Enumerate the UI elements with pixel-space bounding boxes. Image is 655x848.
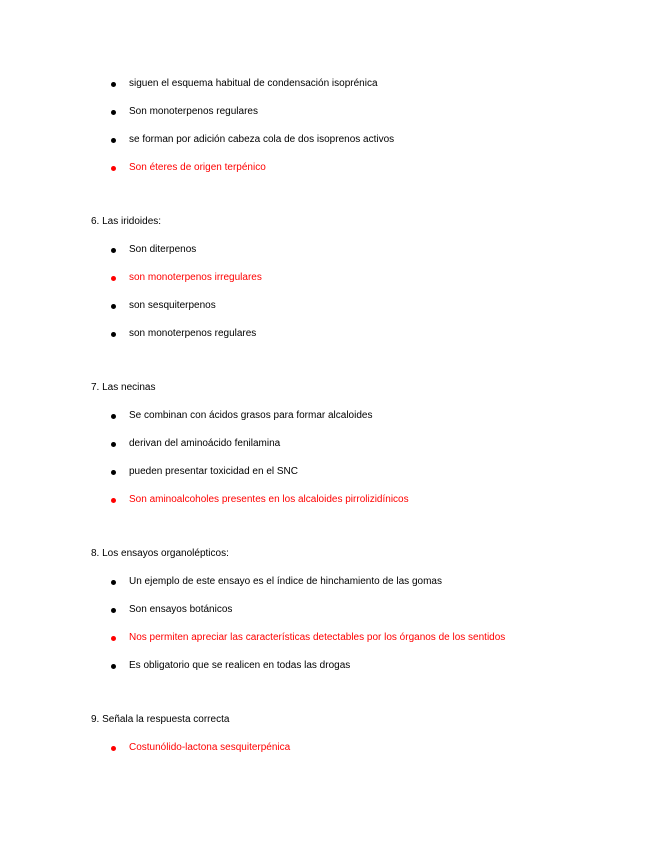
- q7-option-4-correct: [111, 494, 409, 506]
- option-text: son monoterpenos regulares: [129, 328, 257, 339]
- q7-option-1: [111, 410, 372, 422]
- bullet-icon: [111, 414, 116, 419]
- option-text: Son aminoalcoholes presentes en los alcaloides pirrolizidínicos: [129, 494, 409, 505]
- option-text: Nos permiten apreciar las características detectables por los órganos de los sentidos: [129, 632, 506, 643]
- option-text: se forman por adición cabeza cola de dos isoprenos activos: [129, 134, 395, 145]
- option-text: Es obligatorio que se realicen en todas las drogas: [129, 660, 351, 671]
- option-text: pueden presentar toxicidad en el SNC: [129, 466, 298, 477]
- q5-option-1: [111, 78, 378, 90]
- bullet-icon: [111, 664, 116, 669]
- bullet-icon: [111, 442, 116, 447]
- q6-option-2-correct: [111, 272, 262, 284]
- option-text: Son monoterpenos regulares: [129, 106, 258, 117]
- question-8-title: 8. Los ensayos organolépticos:: [91, 548, 229, 559]
- option-text: Un ejemplo de este ensayo es el índice de hinchamiento de las gomas: [129, 576, 442, 587]
- q5-option-4-correct: [111, 162, 266, 174]
- option-text: Son éteres de origen terpénico: [129, 162, 266, 173]
- q7-option-2: [111, 438, 280, 450]
- option-text: siguen el esquema habitual de condensación isoprénica: [129, 78, 378, 89]
- bullet-icon: [111, 498, 116, 503]
- q6-option-3: [111, 300, 216, 312]
- option-text: derivan del aminoácido fenilamina: [129, 438, 281, 449]
- q7-option-3: [111, 466, 298, 478]
- bullet-icon: [111, 332, 116, 337]
- q8-option-2: [111, 604, 232, 616]
- bullet-icon: [111, 580, 116, 585]
- q6-option-1: [111, 244, 196, 256]
- q9-option-1-correct: [111, 742, 290, 754]
- q8-option-3-correct: [111, 632, 505, 644]
- option-text: Se combinan con ácidos grasos para formar alcaloides: [129, 410, 373, 421]
- bullet-icon: [111, 636, 116, 641]
- bullet-icon: [111, 138, 116, 143]
- option-text: Costunólido-lactona sesquiterpénica: [129, 742, 291, 753]
- q5-option-2: [111, 106, 258, 118]
- bullet-icon: [111, 470, 116, 475]
- bullet-icon: [111, 276, 116, 281]
- q6-option-4: [111, 328, 256, 340]
- bullet-icon: [111, 608, 116, 613]
- question-9-title: 9. Señala la respuesta correcta: [91, 714, 230, 725]
- q8-option-1: [111, 576, 442, 588]
- bullet-icon: [111, 82, 116, 87]
- option-text: son sesquiterpenos: [129, 300, 216, 311]
- bullet-icon: [111, 248, 116, 253]
- question-6-title: 6. Las iridoides:: [91, 216, 162, 227]
- bullet-icon: [111, 166, 116, 171]
- bullet-icon: [111, 746, 116, 751]
- bullet-icon: [111, 110, 116, 115]
- option-text: Son diterpenos: [129, 244, 197, 255]
- q5-option-3: [111, 134, 394, 146]
- bullet-icon: [111, 304, 116, 309]
- q8-option-4: [111, 660, 350, 672]
- option-text: Son ensayos botánicos: [129, 604, 233, 615]
- option-text: son monoterpenos irregulares: [129, 272, 262, 283]
- question-7-title: 7. Las necinas: [91, 382, 156, 393]
